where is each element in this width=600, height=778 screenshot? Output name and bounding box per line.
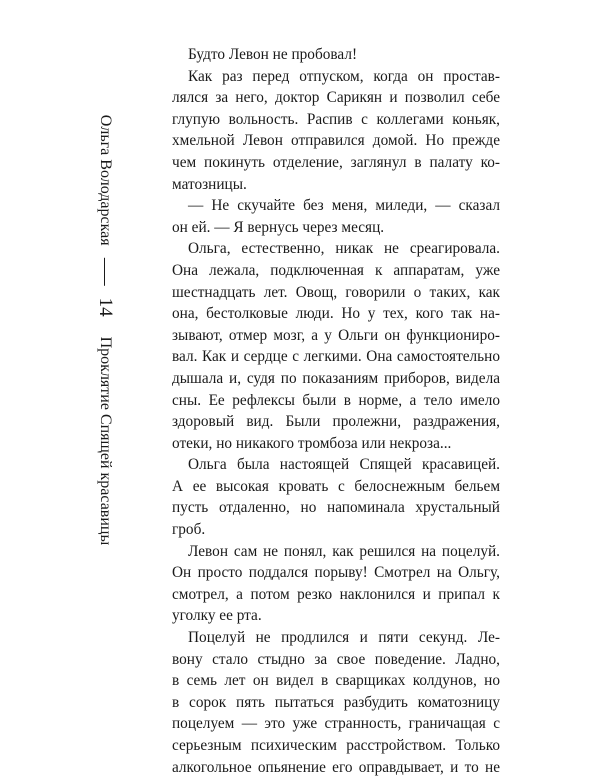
text-line: в семь лет он видел в сварщиках колдунов, но bbox=[172, 672, 500, 690]
text-line: поцелуем — это уже странность, граничащая с bbox=[172, 715, 500, 733]
text-line: Левон сам не понял, как решился на поцелуй. bbox=[188, 542, 500, 560]
text-line: чем покинуть отделение, заглянул в палату ко- bbox=[172, 153, 500, 171]
text-line: вону стало стыдно за свое поведение. Ладно, bbox=[172, 650, 500, 668]
text-line: Поцелуй не продлился и пяти секунд. Ле- bbox=[188, 629, 500, 647]
text-line: уголку ее рта. bbox=[172, 607, 262, 625]
text-line: — Не скучайте без меня, миледи, — сказал bbox=[188, 197, 500, 215]
text-line: пусть отдаленно, но напоминала хрустальный bbox=[172, 499, 500, 517]
text-line: зывают, отмер мозг, а у Ольги он функциониро- bbox=[172, 326, 500, 344]
text-line: шестнадцать лет. Овощ, говорили о таких, как bbox=[172, 283, 500, 301]
text-line: сны. Ее рефлексы были в норме, а тело имело bbox=[172, 391, 500, 409]
header-separator bbox=[105, 258, 106, 286]
text-line: Он просто поддался порыву! Смотрел на Ольгу, bbox=[172, 564, 500, 582]
text-line: он ей. — Я вернусь через месяц. bbox=[172, 218, 385, 236]
text-line: Будто Левон не пробовал! bbox=[188, 46, 358, 63]
text-line: Ольга была настоящей Спящей красавицей. bbox=[188, 456, 500, 474]
text-line: гроб. bbox=[172, 521, 206, 539]
text-line: алкогольное опьянение его оправдывает, и то не bbox=[172, 758, 500, 776]
text-line: Как раз перед отпуском, когда он простав- bbox=[188, 67, 500, 85]
text-line: вал. Как и сердце с легкими. Она самостоятельно bbox=[172, 348, 500, 366]
text-line: серьезным психическим расстройством. Только bbox=[172, 737, 500, 754]
text-line: глупую вольность. Распив с коллегами коньяк, bbox=[172, 110, 500, 128]
text-line: дышала и, судя по показаниям приборов, видела bbox=[172, 369, 500, 387]
running-header-rotated bbox=[94, 115, 116, 545]
text-line: она, бестолковые люди. Но у тех, кого так на- bbox=[172, 305, 500, 323]
body-text bbox=[172, 44, 500, 778]
text-line: в сорок пять пытаться разбудить коматозницу bbox=[172, 693, 500, 711]
running-header bbox=[95, 114, 116, 546]
text-line: смотрел, а потом резко наклонился и припал к bbox=[172, 585, 500, 603]
text-line: А ее высокая кровать с белоснежным бельем bbox=[172, 477, 500, 495]
text-line: хмельной Левон отправился домой. Но прежде bbox=[172, 132, 500, 150]
header-book-title: Проклятие Спящей красавицы bbox=[97, 336, 114, 546]
text-line: Ольга, естественно, никак не среагировала. bbox=[188, 240, 500, 258]
header-author: Ольга Володарская bbox=[97, 114, 114, 246]
text-line: Она лежала, подключенная к аппаратам, уже bbox=[172, 261, 500, 279]
text-line: лялся за него, доктор Сарикян и позволил себе bbox=[172, 89, 500, 107]
text-line: отеки, но никакого тромбоза или некроза... bbox=[172, 434, 452, 452]
text-line: здоровый вид. Были пролежни, раздражения, bbox=[172, 413, 500, 431]
text-line: матозницы. bbox=[172, 175, 247, 193]
page-number: 14 bbox=[95, 297, 116, 317]
